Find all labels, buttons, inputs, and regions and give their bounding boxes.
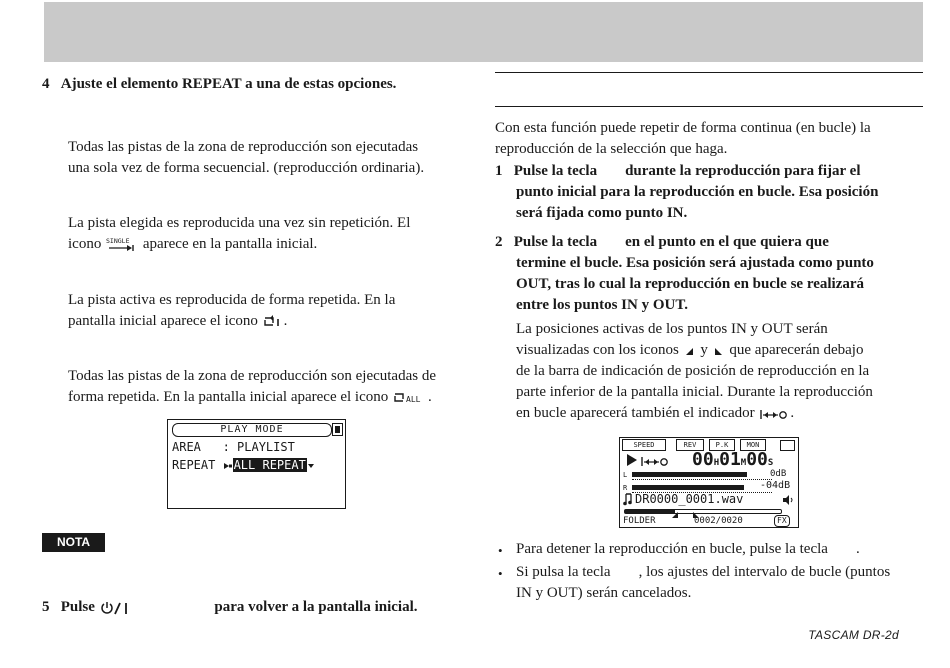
pk-tag: P.K [709,439,735,451]
in-out-paragraph: La posiciones activas de los puntos IN y OUT serán visualizadas con los iconos y que aparecerán debajo de la barra de indicación de posición de reproducción en la parte inferior de la pantalla inicial. Durante la reproducción en bucle aparecerá también el indicador . [516,321,873,421]
single-icon [105,237,139,253]
meter-l [632,472,747,477]
svg-text:ALL: ALL [406,394,421,404]
out-point-icon [712,345,726,357]
nota-label: NOTA [42,533,105,552]
channel-l: L [623,471,628,479]
arrow-right-icon [223,461,233,471]
loop-indicator-icon [640,455,670,467]
loop-indicator-icon [758,408,790,420]
dropdown-arrow-icon [307,462,315,470]
fx-indicator: FX [774,515,790,527]
area-row: AREA : PLAYLIST [172,440,295,454]
option-1-text: Todas las pistas de la zona de reproducción son ejecutadas una sola vez de forma secuencial. (reproducción ordinaria). [68,139,425,176]
track-count: 0002/0020 [694,516,743,526]
file-name: DR0000_0001.wav [635,492,744,506]
repeat-row: REPEAT ALL REPEAT [172,458,315,473]
header-bar [44,2,923,62]
step-2: 2 Pulse la tecla en el punto en el que quiera que termine el bucle. Esa posición será ajustada como punto OUT, tras lo cual la reproducción en bucle se realizará entre los puntos IN y OUT. [495,234,874,313]
svg-text:SINGLE: SINGLE [106,236,130,245]
repeat-value: ALL REPEAT [233,458,306,472]
section-rule-bottom [495,106,923,107]
music-note-icon [623,493,633,506]
rev-tag: REV [676,439,704,451]
bullet-dot-2: • [498,566,503,581]
step-1: 1 Pulse la tecla durante la reproducción para fijar el punto inicial para la reproducción en bucle. Esa posición será fijada como punto IN. [495,163,879,221]
mon-tag: MON [740,439,766,451]
in-point-icon [672,512,680,518]
folder-label: FOLDER [623,516,656,526]
repeat-all-icon [392,390,428,406]
play-mode-title: PLAY MODE [172,423,332,437]
step-5: 5 Pulse para volver a la pantalla inicial. [42,599,418,615]
intro-text: Con esta función puede repetir de forma continua (en bucle) la reproducción de la selección que haga. [495,120,871,157]
home-screen [619,437,799,528]
level-db-2: -04dB [760,480,791,491]
volume-icon [782,495,794,505]
time-display: 00H01M00S [692,449,774,470]
section-rule-top [495,72,923,73]
option-2-text: La pista elegida es reproducida una vez sin repetición. El icono SINGLE aparece en la pantalla inicial. [68,215,411,252]
channel-r: R [623,484,628,492]
meter-scale-1 [632,479,772,482]
play-mode-screen [167,419,346,509]
step-4: 4 Ajuste el elemento REPEAT a una de estas opciones. [42,76,397,92]
option-3-text: La pista activa es reproducida de forma repetida. En la pantalla inicial aparece el icono . [68,292,396,329]
power-home-icon [99,600,133,616]
play-icon [626,453,638,467]
option-4-text: Todas las pistas de la zona de reproducción son ejecutadas de forma repetida. En la pantalla inicial aparece el icono ALL . [68,368,436,405]
in-point-icon [683,345,697,357]
position-bar-fill [625,510,675,513]
battery-icon [332,423,343,436]
speed-tag: SPEED [622,439,666,451]
bullet-2: Si pulsa la tecla , los ajustes del intervalo de bucle (puntos IN y OUT) serán cancelados. [516,564,891,601]
meter-r [632,485,744,490]
bullet-dot-1: • [498,543,503,558]
footer-brand: TASCAM DR-2d [808,628,899,642]
level-db: 0dB [770,469,787,479]
repeat-one-icon [262,314,284,330]
battery-icon [780,440,795,451]
bullet-1: Para detener la reproducción en bucle, pulse la tecla . [516,541,860,557]
